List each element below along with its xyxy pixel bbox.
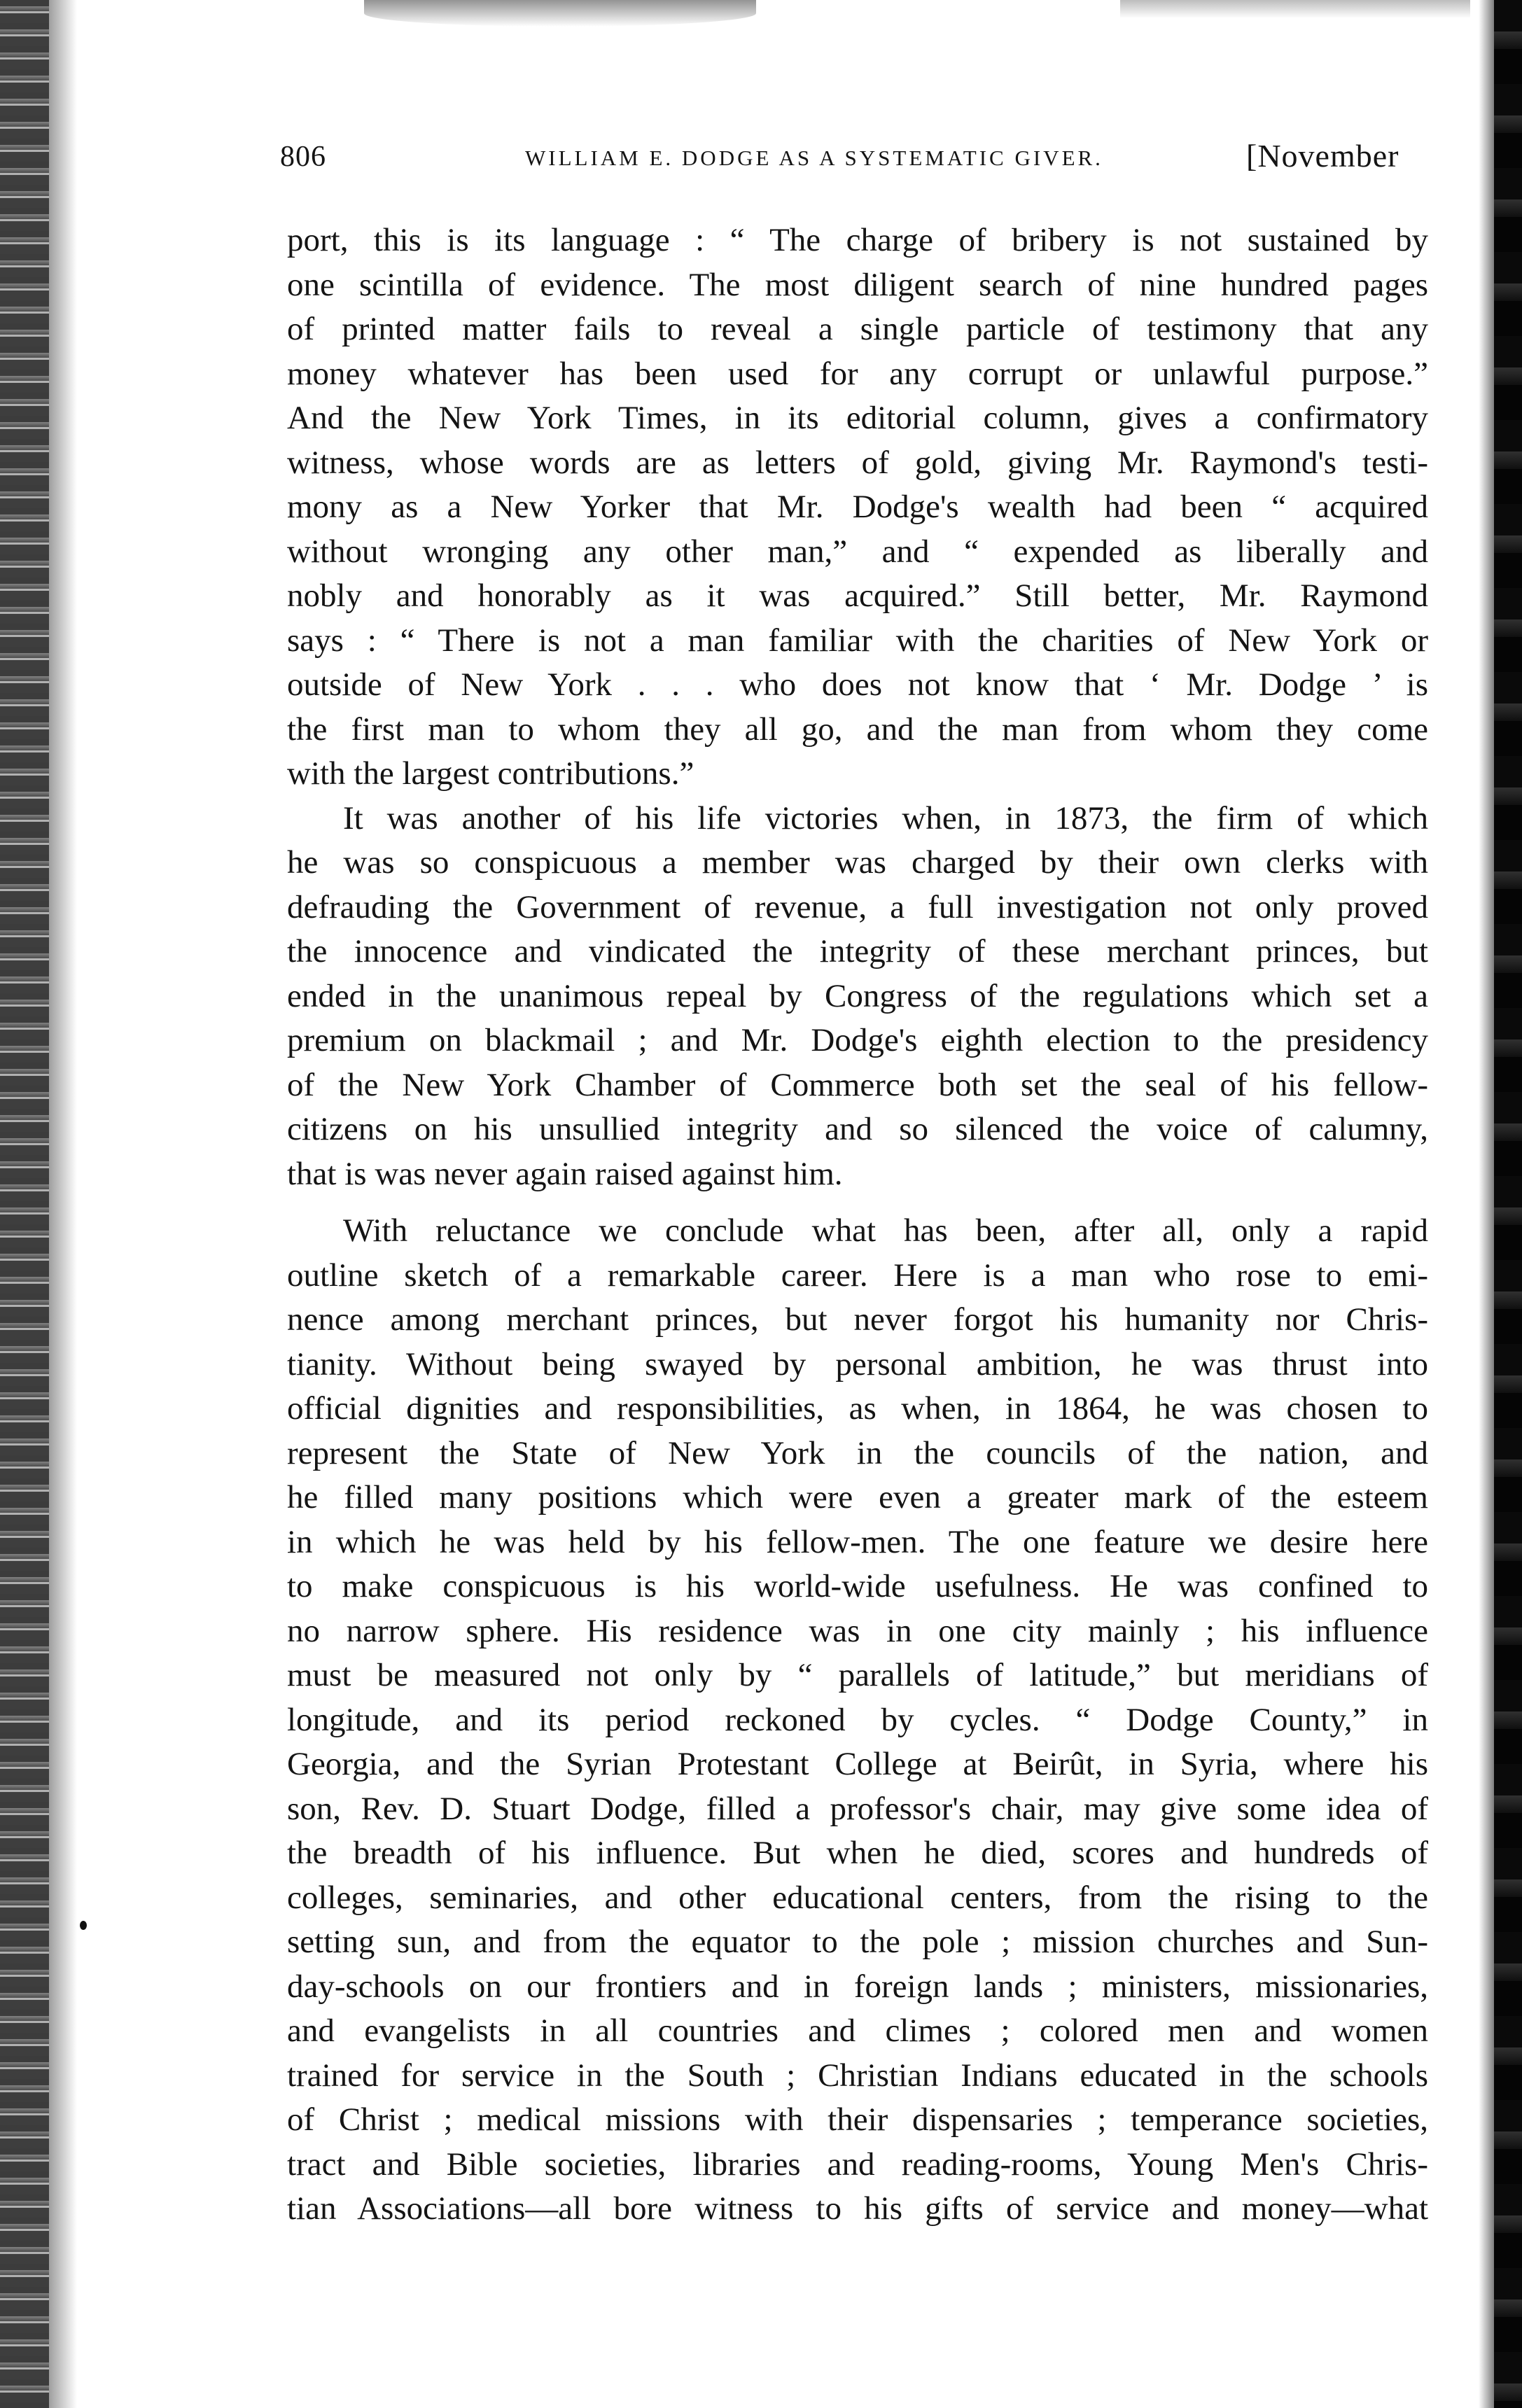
text-line: tianity. Without being swayed by personal ambition, he was thrust into: [287, 1345, 1428, 1382]
top-smudge: [364, 0, 756, 27]
text-line: setting sun, and from the equator to the pole ; mission churches and Sun-: [287, 1924, 1428, 1960]
paragraph-gap: [287, 1196, 1428, 1209]
paragraph-3: [287, 1209, 1428, 2232]
text-line: that is was never again raised against him.: [287, 1155, 843, 1192]
text-line: official dignities and responsibilities, as when, in 1864, he was chosen to: [287, 1390, 1428, 1427]
text-line: outline sketch of a remarkable career. Here is a man who rose to emi-: [287, 1256, 1428, 1294]
text-line: defrauding the Government of revenue, a full investigation not only proved: [287, 888, 1428, 925]
text-line: son, Rev. D. Stuart Dodge, filled a professor's chair, may give some idea of: [287, 1790, 1428, 1827]
text-line: With reluctance we conclude what has been, after all, only a rapid: [343, 1212, 1428, 1249]
text-line: day-schools on our frontiers and in foreign lands ; ministers, missionaries,: [287, 1968, 1428, 2005]
text-line: the innocence and vindicated the integrity of these merchant princes, but: [287, 933, 1428, 969]
text-line: the breadth of his influence. But when he died, scores and hundreds of: [287, 1835, 1428, 1871]
text-line: to make conspicuous is his world-wide usefulness. He was confined to: [287, 1568, 1428, 1604]
text-line: outside of New York . . . who does not know that ‘ Mr. Dodge ’ is: [287, 666, 1428, 703]
top-smudge-secondary: [1120, 0, 1470, 18]
text-line: without wronging any other man,” and “ expended as liberally and: [287, 533, 1428, 570]
text-line: And the New York Times, in its editorial column, gives a confirmatory: [287, 400, 1428, 436]
text-line: nence among merchant princes, but never forgot his humanity nor Chris-: [287, 1301, 1428, 1338]
ink-speck: [80, 1921, 87, 1930]
text-line: longitude, and its period reckoned by cycles. “ Dodge County,” in: [287, 1701, 1428, 1738]
text-line: of printed matter fails to reveal a single particle of testimony that any: [287, 311, 1428, 347]
article-body: [287, 218, 1428, 2367]
text-line: of Christ ; medical missions with their dispensaries ; temperance societies,: [287, 2101, 1428, 2138]
issue-month: [November: [1246, 138, 1399, 174]
text-line: witness, whose words are as letters of gold, giving Mr. Raymond's testi-: [287, 444, 1428, 481]
text-line: represent the State of New York in the councils of the nation, and: [287, 1434, 1428, 1471]
text-line: citizens on his unsullied integrity and so silenced the voice of calumny,: [287, 1111, 1428, 1147]
text-line: nobly and honorably as it was acquired.” Still better, Mr. Raymond: [287, 578, 1428, 614]
text-line: one scintilla of evidence. The most diligent search of nine hundred pages: [287, 266, 1428, 303]
text-line: and evangelists in all countries and climes ; colored men and women: [287, 2012, 1428, 2049]
text-line: ended in the unanimous repeal by Congress of the regulations which set a: [287, 977, 1428, 1014]
text-line: of the New York Chamber of Commerce both set the seal of his fellow-: [287, 1066, 1428, 1103]
text-line: says : “ There is not a man familiar with the charities of New York or: [287, 622, 1428, 659]
text-line: he was so conspicuous a member was charged by their own clerks with: [287, 844, 1428, 881]
text-line: no narrow sphere. His residence was in one city mainly ; his influence: [287, 1612, 1428, 1649]
text-line: in which he was held by his fellow-men. The one feature we desire here: [287, 1523, 1428, 1560]
text-line: tian Associations—all bore witness to his gifts of service and money—what: [287, 2190, 1428, 2227]
page-edge-shadow: [1494, 0, 1522, 2408]
running-header: [280, 133, 1435, 189]
text-line: with the largest contributions.”: [287, 755, 694, 792]
text-line: the first man to whom they all go, and the man from whom they come: [287, 710, 1428, 748]
text-line: premium on blackmail ; and Mr. Dodge's eighth election to the presidency: [287, 1022, 1428, 1058]
page-number: 806: [280, 141, 326, 173]
text-line: port, this is its language : “ The charge of bribery is not sustained by: [287, 222, 1428, 258]
text-line: he filled many positions which were even a greater mark of the esteem: [287, 1479, 1428, 1516]
page-edge-fade: [1479, 0, 1494, 2408]
binding-shadow: [0, 0, 49, 2408]
text-line: money whatever has been used for any corrupt or unlawful purpose.”: [287, 355, 1428, 392]
text-line: trained for service in the South ; Christian Indians educated in the schools: [287, 2057, 1428, 2094]
paragraph-1: [287, 218, 1428, 797]
text-line: mony as a New Yorker that Mr. Dodge's wealth had been “ acquired: [287, 489, 1428, 525]
text-line: Georgia, and the Syrian Protestant College at Beirût, in Syria, where his: [287, 1746, 1428, 1782]
paragraph-2: [287, 797, 1428, 1197]
text-line: must be measured not only by “ parallels of latitude,” but meridians of: [287, 1657, 1428, 1693]
text-line: colleges, seminaries, and other educational centers, from the rising to the: [287, 1879, 1428, 1916]
running-title: WILLIAM E. DODGE AS A SYSTEMATIC GIVER.: [525, 146, 1103, 170]
text-line: tract and Bible societies, libraries and reading-rooms, Young Men's Chris-: [287, 2146, 1428, 2183]
binding-fade: [49, 0, 77, 2408]
text-line: It was another of his life victories when, in 1873, the firm of which: [343, 799, 1428, 836]
